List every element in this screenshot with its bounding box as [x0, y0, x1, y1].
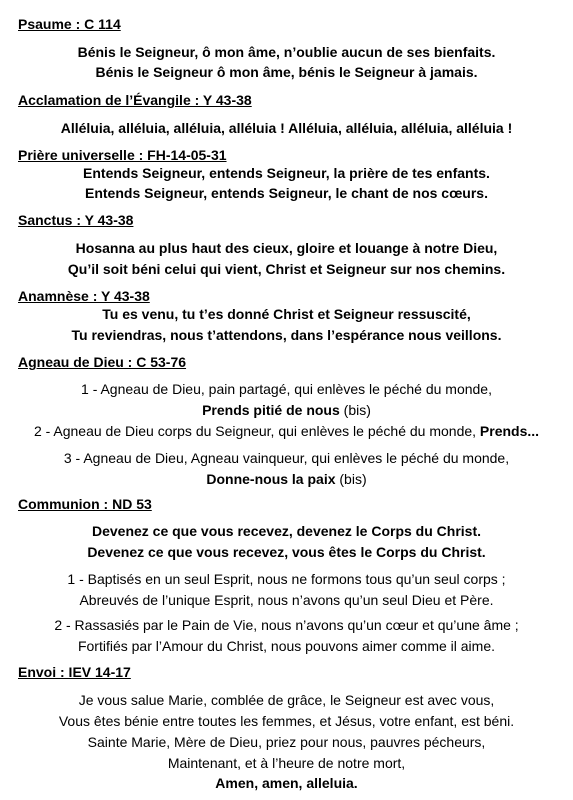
- agneau-bis-1: (bis): [339, 402, 371, 418]
- sanctus-line-1: Hosanna au plus haut des cieux, gloire et louange à notre Dieu,: [75, 240, 498, 256]
- agneau-refrain-prends-pitie: Prends pitié de nous: [202, 402, 340, 418]
- agneau-verse-3: 3 - Agneau de Dieu, Agneau vainqueur, qui enlèves le péché du monde,: [63, 450, 510, 466]
- communion-verse-2-line-1: 2 - Rassasiés par le Pain de Vie, nous n’avons qu’un cœur et qu’une âme ;: [54, 617, 519, 633]
- communion-refrain-line-1: Devenez ce que vous recevez, devenez le Corps du Christ.: [91, 523, 482, 539]
- communion-verse-1-line-1: 1 - Baptisés en un seul Esprit, nous ne formons tous qu’un seul corps ;: [67, 571, 506, 587]
- sanctus-line-2: Qu’il soit béni celui qui vient, Christ et Seigneur sur nos chemins.: [67, 261, 506, 277]
- heading-communion: Communion : ND 53: [18, 496, 152, 512]
- heading-psaume: Psaume : C 114: [18, 16, 121, 32]
- priere-line-1: Entends Seigneur, entends Seigneur, la prière de tes enfants.: [83, 165, 490, 181]
- agneau-verse-3-refrain: [0, 471, 573, 487]
- psaume-line-1: Bénis le Seigneur, ô mon âme, n’oublie aucun de ses bienfaits.: [77, 44, 496, 60]
- acclamation-line-1: Alléluia, alléluia, alléluia, alléluia ! Alléluia, alléluia, alléluia, alléluia !: [60, 120, 513, 136]
- agneau-verse-2: 2 - Agneau de Dieu corps du Seigneur, qui enlèves le péché du monde,: [33, 423, 480, 439]
- agneau-refrain-donne-nous: Donne-nous la paix: [206, 471, 336, 487]
- priere-line-2: Entends Seigneur, entends Seigneur, le chant de nos cœurs.: [85, 185, 488, 201]
- communion-verse-2-line-2: Fortifiés par l’Amour du Christ, nous pouvons aimer comme il aime.: [77, 638, 496, 654]
- envoi-line-4: Maintenant, et à l’heure de notre mort,: [167, 755, 406, 771]
- heading-priere-universelle: Prière universelle : FH-14-05-31: [18, 147, 227, 163]
- envoi-line-2: Vous êtes bénie entre toutes les femmes, et Jésus, votre enfant, est béni.: [58, 713, 515, 729]
- communion-verse-1-line-2: Abreuvés de l’unique Esprit, nous n’avons qu’un seul Dieu et Père.: [79, 592, 494, 608]
- agneau-verse-2-line: [0, 423, 573, 439]
- agneau-verse-2-prends: Prends...: [479, 423, 540, 439]
- agneau-bis-3: (bis): [335, 471, 367, 487]
- heading-envoi: Envoi : IEV 14-17: [18, 664, 131, 680]
- agneau-verse-1-refrain: [0, 402, 573, 418]
- heading-acclamation: Acclamation de l’Évangile : Y 43-38: [18, 92, 252, 108]
- heading-agneau-de-dieu: Agneau de Dieu : C 53-76: [18, 354, 187, 370]
- heading-anamnese: Anamnèse : Y 43-38: [18, 288, 150, 304]
- envoi-line-3: Sainte Marie, Mère de Dieu, priez pour nous, pauvres pécheurs,: [87, 734, 486, 750]
- envoi-closing: Amen, amen, alleluia.: [215, 775, 358, 791]
- communion-refrain-line-2: Devenez ce que vous recevez, vous êtes le Corps du Christ.: [87, 544, 486, 560]
- anamnese-line-1: Tu es venu, tu t’es donné Christ et Seigneur ressuscité,: [102, 306, 471, 322]
- heading-sanctus: Sanctus : Y 43-38: [18, 212, 134, 228]
- envoi-line-1: Je vous salue Marie, comblée de grâce, le Seigneur est avec vous,: [78, 692, 495, 708]
- agneau-verse-1: 1 - Agneau de Dieu, pain partagé, qui enlèves le péché du monde,: [81, 381, 492, 397]
- psaume-line-2: Bénis le Seigneur ô mon âme, bénis le Seigneur à jamais.: [95, 64, 478, 80]
- anamnese-line-2: Tu reviendras, nous t’attendons, dans l’espérance nous veillons.: [71, 327, 502, 343]
